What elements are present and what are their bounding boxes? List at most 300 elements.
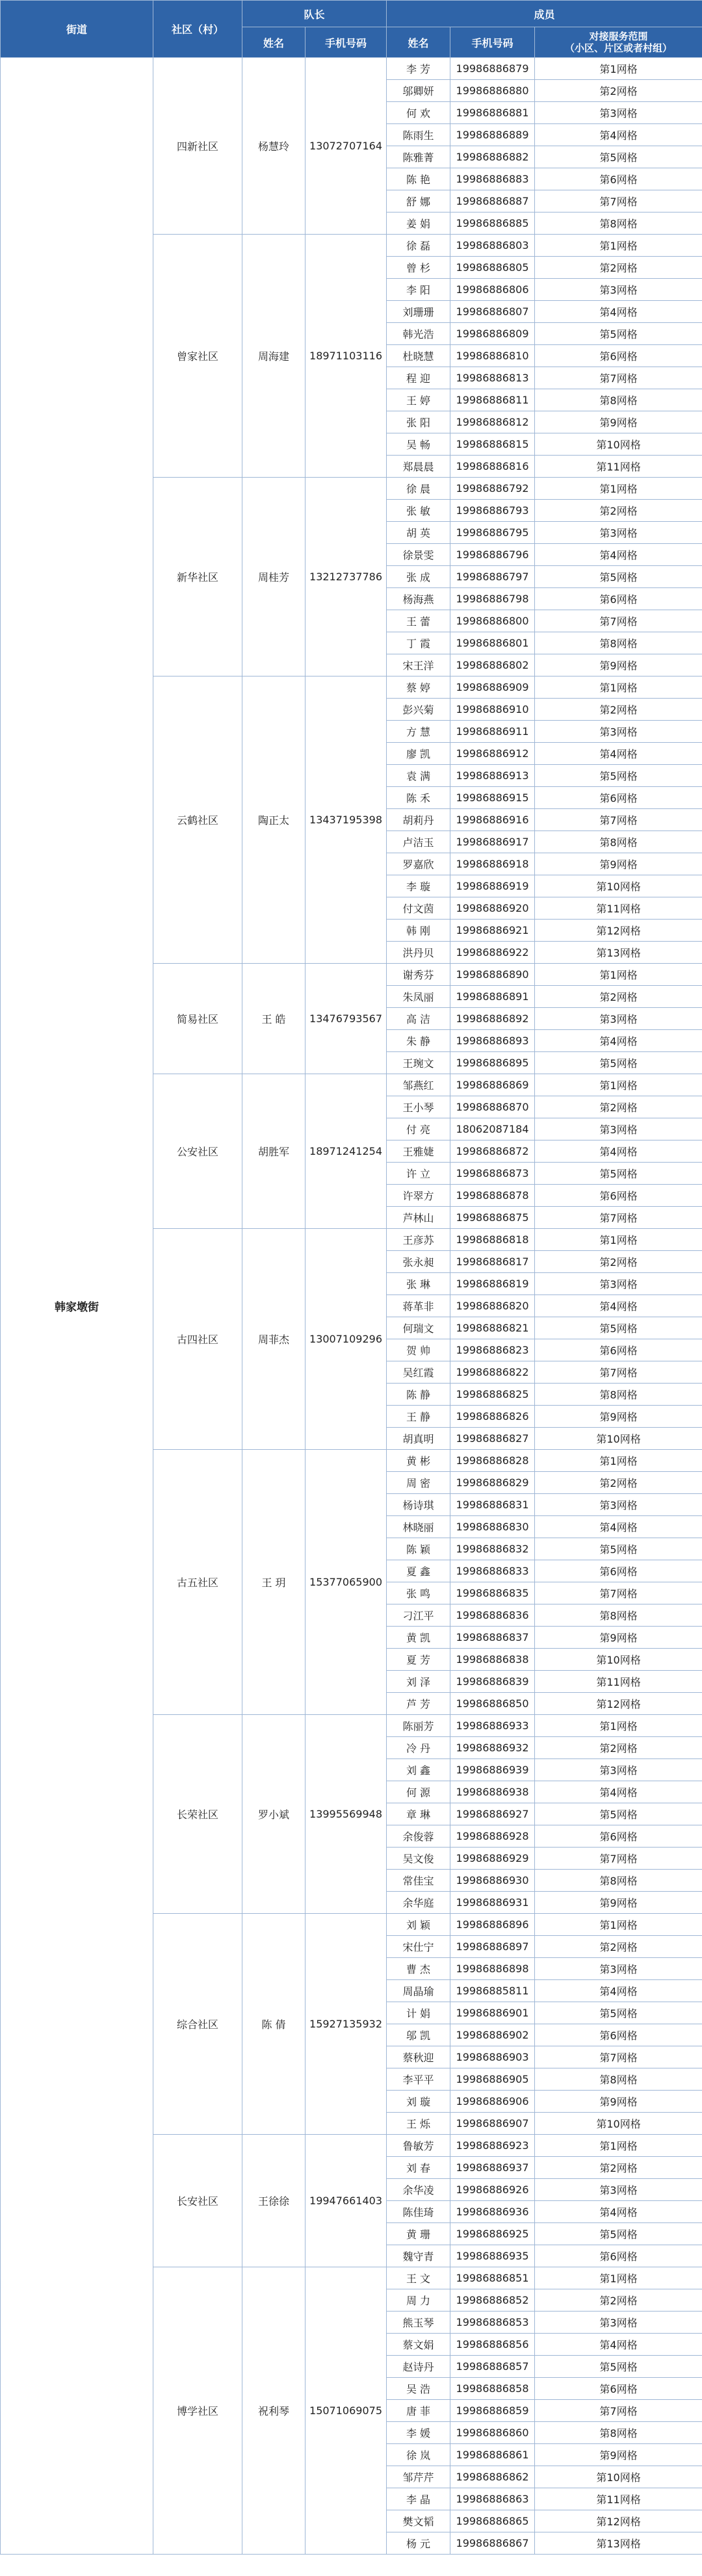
member-phone: 19986886837 bbox=[450, 1627, 535, 1649]
community-name: 云鹤社区 bbox=[153, 676, 242, 964]
header-member-phone: 手机号码 bbox=[450, 27, 535, 58]
member-phone: 19986886890 bbox=[450, 964, 535, 986]
member-phone: 19986886898 bbox=[450, 1958, 535, 1980]
captain-name: 周海建 bbox=[242, 235, 306, 478]
member-phone: 19986886793 bbox=[450, 500, 535, 522]
member-phone: 19986886858 bbox=[450, 2378, 535, 2400]
member-scope: 第5网格 bbox=[535, 323, 702, 345]
member-name: 邹燕红 bbox=[387, 1074, 450, 1096]
member-name: 蒋革非 bbox=[387, 1295, 450, 1317]
member-name: 陈 颖 bbox=[387, 1538, 450, 1560]
captain-name: 王徐徐 bbox=[242, 2135, 306, 2267]
member-name: 贺 帅 bbox=[387, 1339, 450, 1361]
member-scope: 第6网格 bbox=[535, 1339, 702, 1361]
captain-phone: 15071069075 bbox=[306, 2267, 387, 2555]
member-scope: 第1网格 bbox=[535, 235, 702, 257]
member-name: 樊文韬 bbox=[387, 2510, 450, 2532]
member-name: 舒 娜 bbox=[387, 190, 450, 213]
member-scope: 第8网格 bbox=[535, 2422, 702, 2444]
member-name: 赵诗丹 bbox=[387, 2356, 450, 2378]
member-phone: 19986886933 bbox=[450, 1715, 535, 1737]
member-name: 曾 杉 bbox=[387, 257, 450, 279]
member-phone: 19986886833 bbox=[450, 1560, 535, 1582]
community-name: 长安社区 bbox=[153, 2135, 242, 2267]
member-scope: 第7网格 bbox=[535, 1361, 702, 1384]
member-scope: 第4网格 bbox=[535, 1295, 702, 1317]
member-phone: 19986886807 bbox=[450, 301, 535, 323]
member-name: 芦 芳 bbox=[387, 1693, 450, 1715]
member-scope: 第7网格 bbox=[535, 1207, 702, 1229]
member-name: 王雅婕 bbox=[387, 1140, 450, 1163]
member-name: 陈佳琦 bbox=[387, 2201, 450, 2223]
header-captain-phone: 手机号码 bbox=[306, 27, 387, 58]
member-name: 方 慧 bbox=[387, 721, 450, 743]
member-scope: 第9网格 bbox=[535, 1406, 702, 1428]
member-scope: 第12网格 bbox=[535, 2510, 702, 2532]
member-scope: 第7网格 bbox=[535, 1848, 702, 1870]
member-name: 王琬文 bbox=[387, 1052, 450, 1074]
community-name: 新华社区 bbox=[153, 478, 242, 676]
member-phone: 19986886853 bbox=[450, 2312, 535, 2334]
member-name: 李 芳 bbox=[387, 58, 450, 80]
member-phone: 19986886935 bbox=[450, 2245, 535, 2267]
member-name: 杨诗琪 bbox=[387, 1494, 450, 1516]
member-name: 余俊蓉 bbox=[387, 1825, 450, 1848]
member-scope: 第3网格 bbox=[535, 1494, 702, 1516]
captain-phone: 18971103116 bbox=[306, 235, 387, 478]
member-phone: 19986886926 bbox=[450, 2179, 535, 2201]
member-phone: 19986886897 bbox=[450, 1936, 535, 1958]
community-name: 简易社区 bbox=[153, 964, 242, 1074]
member-name: 周 密 bbox=[387, 1472, 450, 1494]
member-name: 刘珊珊 bbox=[387, 301, 450, 323]
captain-name: 王 玥 bbox=[242, 1450, 306, 1715]
member-phone: 19986886805 bbox=[450, 257, 535, 279]
member-scope: 第4网格 bbox=[535, 1516, 702, 1538]
member-scope: 第5网格 bbox=[535, 566, 702, 588]
member-scope: 第4网格 bbox=[535, 124, 702, 146]
member-phone: 19986886873 bbox=[450, 1163, 535, 1185]
member-scope: 第3网格 bbox=[535, 1118, 702, 1140]
member-name: 余华庭 bbox=[387, 1892, 450, 1914]
member-scope: 第8网格 bbox=[535, 632, 702, 654]
member-name: 李 晶 bbox=[387, 2488, 450, 2510]
captain-phone: 13437195398 bbox=[306, 676, 387, 964]
member-name: 王彦苏 bbox=[387, 1229, 450, 1251]
header-captain: 队长 bbox=[242, 1, 387, 27]
member-phone: 19986886918 bbox=[450, 853, 535, 875]
member-phone: 19986886920 bbox=[450, 897, 535, 920]
member-scope: 第4网格 bbox=[535, 544, 702, 566]
member-scope: 第10网格 bbox=[535, 875, 702, 897]
member-phone: 19986886883 bbox=[450, 168, 535, 190]
member-name: 刘 泽 bbox=[387, 1671, 450, 1693]
member-phone: 19986886819 bbox=[450, 1273, 535, 1295]
member-scope: 第5网格 bbox=[535, 2356, 702, 2378]
member-scope: 第2网格 bbox=[535, 1936, 702, 1958]
member-phone: 19986886831 bbox=[450, 1494, 535, 1516]
member-name: 张 成 bbox=[387, 566, 450, 588]
member-scope: 第6网格 bbox=[535, 345, 702, 367]
member-scope: 第6网格 bbox=[535, 588, 702, 610]
member-phone: 19986886925 bbox=[450, 2223, 535, 2245]
member-scope: 第5网格 bbox=[535, 1538, 702, 1560]
member-phone: 19986886892 bbox=[450, 1008, 535, 1030]
member-phone: 19986886813 bbox=[450, 367, 535, 389]
member-phone: 19986886860 bbox=[450, 2422, 535, 2444]
member-scope: 第8网格 bbox=[535, 1384, 702, 1406]
member-scope: 第1网格 bbox=[535, 964, 702, 986]
member-phone: 19986886818 bbox=[450, 1229, 535, 1251]
member-name: 吴 畅 bbox=[387, 433, 450, 456]
member-phone: 19986886826 bbox=[450, 1406, 535, 1428]
member-name: 周晶瑜 bbox=[387, 1980, 450, 2002]
community-name: 四新社区 bbox=[153, 58, 242, 235]
community-name: 博学社区 bbox=[153, 2267, 242, 2555]
member-phone: 19986886812 bbox=[450, 411, 535, 433]
member-name: 邬卿妍 bbox=[387, 80, 450, 102]
member-phone: 19986886806 bbox=[450, 279, 535, 301]
member-name: 邬 凯 bbox=[387, 2024, 450, 2046]
member-phone: 19986886896 bbox=[450, 1914, 535, 1936]
member-phone: 19986886891 bbox=[450, 986, 535, 1008]
member-scope: 第4网格 bbox=[535, 2201, 702, 2223]
header-community: 社区（村） bbox=[153, 1, 242, 58]
member-phone: 19986886887 bbox=[450, 190, 535, 213]
member-name: 韩光浩 bbox=[387, 323, 450, 345]
member-scope: 第4网格 bbox=[535, 1781, 702, 1803]
captain-phone: 15377065900 bbox=[306, 1450, 387, 1715]
member-phone: 19986886829 bbox=[450, 1472, 535, 1494]
member-phone: 19986886836 bbox=[450, 1604, 535, 1627]
member-phone: 19986886880 bbox=[450, 80, 535, 102]
member-name: 郑晨晨 bbox=[387, 456, 450, 478]
member-scope: 第7网格 bbox=[535, 1582, 702, 1604]
member-phone: 19986886820 bbox=[450, 1295, 535, 1317]
member-name: 陈 禾 bbox=[387, 787, 450, 809]
member-name: 张永昶 bbox=[387, 1251, 450, 1273]
member-scope: 第2网格 bbox=[535, 699, 702, 721]
member-name: 王 烁 bbox=[387, 2113, 450, 2135]
member-name: 王 婷 bbox=[387, 389, 450, 411]
member-scope: 第6网格 bbox=[535, 1185, 702, 1207]
member-name: 林晓丽 bbox=[387, 1516, 450, 1538]
member-phone: 19986886792 bbox=[450, 478, 535, 500]
captain-phone: 13995569948 bbox=[306, 1715, 387, 1914]
member-phone: 19986886875 bbox=[450, 1207, 535, 1229]
table-row bbox=[1, 58, 702, 80]
member-name: 何 源 bbox=[387, 1781, 450, 1803]
member-name: 李 媛 bbox=[387, 2422, 450, 2444]
member-name: 芦林山 bbox=[387, 1207, 450, 1229]
member-name: 胡真明 bbox=[387, 1428, 450, 1450]
member-scope: 第5网格 bbox=[535, 765, 702, 787]
captain-name: 周菲杰 bbox=[242, 1229, 306, 1450]
street-name: 韩家墩街 bbox=[1, 58, 153, 2555]
member-scope: 第8网格 bbox=[535, 831, 702, 853]
member-name: 宋王洋 bbox=[387, 654, 450, 676]
member-phone: 19986886921 bbox=[450, 920, 535, 942]
member-name: 冷 丹 bbox=[387, 1737, 450, 1759]
member-scope: 第5网格 bbox=[535, 1317, 702, 1339]
member-name: 谢秀芬 bbox=[387, 964, 450, 986]
member-name: 许 立 bbox=[387, 1163, 450, 1185]
member-scope: 第2网格 bbox=[535, 1472, 702, 1494]
community-name: 古四社区 bbox=[153, 1229, 242, 1450]
member-name: 常佳宝 bbox=[387, 1870, 450, 1892]
member-phone: 19986886816 bbox=[450, 456, 535, 478]
member-scope: 第1网格 bbox=[535, 58, 702, 80]
captain-phone: 13476793567 bbox=[306, 964, 387, 1074]
member-name: 王 静 bbox=[387, 1406, 450, 1428]
member-phone: 19986886865 bbox=[450, 2510, 535, 2532]
member-phone: 19986886827 bbox=[450, 1428, 535, 1450]
member-phone: 19986886889 bbox=[450, 124, 535, 146]
member-name: 洪丹贝 bbox=[387, 942, 450, 964]
member-phone: 19986886893 bbox=[450, 1030, 535, 1052]
member-phone: 19986886797 bbox=[450, 566, 535, 588]
captain-name: 杨慧玲 bbox=[242, 58, 306, 235]
member-phone: 19986886923 bbox=[450, 2135, 535, 2157]
member-phone: 19986886895 bbox=[450, 1052, 535, 1074]
member-name: 李平平 bbox=[387, 2068, 450, 2091]
member-phone: 19986886867 bbox=[450, 2532, 535, 2555]
captain-name: 王 皓 bbox=[242, 964, 306, 1074]
member-name: 姜 娟 bbox=[387, 213, 450, 235]
member-scope: 第3网格 bbox=[535, 2312, 702, 2334]
member-scope: 第9网格 bbox=[535, 411, 702, 433]
member-name: 黄 彬 bbox=[387, 1450, 450, 1472]
member-scope: 第6网格 bbox=[535, 1560, 702, 1582]
member-scope: 第6网格 bbox=[535, 2024, 702, 2046]
member-scope: 第6网格 bbox=[535, 168, 702, 190]
member-name: 王 文 bbox=[387, 2267, 450, 2289]
member-scope: 第2网格 bbox=[535, 257, 702, 279]
member-scope: 第1网格 bbox=[535, 1229, 702, 1251]
captain-phone: 13072707164 bbox=[306, 58, 387, 235]
member-name: 徐景雯 bbox=[387, 544, 450, 566]
member-scope: 第7网格 bbox=[535, 367, 702, 389]
captain-phone: 18971241254 bbox=[306, 1074, 387, 1229]
member-phone: 19986886901 bbox=[450, 2002, 535, 2024]
member-phone: 19986886802 bbox=[450, 654, 535, 676]
captain-phone: 13212737786 bbox=[306, 478, 387, 676]
member-phone: 18062087184 bbox=[450, 1118, 535, 1140]
member-scope: 第2网格 bbox=[535, 500, 702, 522]
community-name: 曾家社区 bbox=[153, 235, 242, 478]
member-phone: 19986886902 bbox=[450, 2024, 535, 2046]
member-phone: 19986886872 bbox=[450, 1140, 535, 1163]
member-scope: 第4网格 bbox=[535, 1980, 702, 2002]
member-name: 王小琴 bbox=[387, 1096, 450, 1118]
member-name: 陈 艳 bbox=[387, 168, 450, 190]
member-scope: 第9网格 bbox=[535, 1627, 702, 1649]
member-scope: 第1网格 bbox=[535, 1450, 702, 1472]
member-scope: 第6网格 bbox=[535, 787, 702, 809]
member-name: 付 亮 bbox=[387, 1118, 450, 1140]
member-scope: 第9网格 bbox=[535, 853, 702, 875]
member-name: 蔡 婷 bbox=[387, 676, 450, 699]
member-scope: 第1网格 bbox=[535, 1715, 702, 1737]
member-scope: 第4网格 bbox=[535, 1140, 702, 1163]
member-phone: 19986886881 bbox=[450, 102, 535, 124]
member-name: 陈雨生 bbox=[387, 124, 450, 146]
member-name: 付文茵 bbox=[387, 897, 450, 920]
member-scope: 第2网格 bbox=[535, 1737, 702, 1759]
member-phone: 19986886830 bbox=[450, 1516, 535, 1538]
member-phone: 19986886930 bbox=[450, 1870, 535, 1892]
captain-phone: 13007109296 bbox=[306, 1229, 387, 1450]
member-phone: 19986886869 bbox=[450, 1074, 535, 1096]
member-phone: 19986886885 bbox=[450, 213, 535, 235]
member-name: 杨 元 bbox=[387, 2532, 450, 2555]
member-scope: 第1网格 bbox=[535, 1074, 702, 1096]
community-name: 公安社区 bbox=[153, 1074, 242, 1229]
member-name: 蔡文娟 bbox=[387, 2334, 450, 2356]
member-phone: 19986886929 bbox=[450, 1848, 535, 1870]
member-scope: 第1网格 bbox=[535, 2135, 702, 2157]
member-phone: 19986886928 bbox=[450, 1825, 535, 1848]
member-scope: 第7网格 bbox=[535, 610, 702, 632]
member-phone: 19986886801 bbox=[450, 632, 535, 654]
member-scope: 第11网格 bbox=[535, 456, 702, 478]
member-phone: 19986886798 bbox=[450, 588, 535, 610]
member-name: 刘 璇 bbox=[387, 2091, 450, 2113]
member-scope: 第4网格 bbox=[535, 743, 702, 765]
member-phone: 19986886811 bbox=[450, 389, 535, 411]
member-scope: 第2网格 bbox=[535, 2289, 702, 2312]
member-name: 徐 岚 bbox=[387, 2444, 450, 2466]
member-scope: 第3网格 bbox=[535, 1759, 702, 1781]
member-phone: 19986886823 bbox=[450, 1339, 535, 1361]
member-phone: 19986886912 bbox=[450, 743, 535, 765]
member-phone: 19986886919 bbox=[450, 875, 535, 897]
member-phone: 19986886809 bbox=[450, 323, 535, 345]
member-phone: 19986886800 bbox=[450, 610, 535, 632]
member-scope: 第2网格 bbox=[535, 986, 702, 1008]
captain-phone: 15927135932 bbox=[306, 1914, 387, 2135]
member-phone: 19986886835 bbox=[450, 1582, 535, 1604]
captain-name: 陶正太 bbox=[242, 676, 306, 964]
member-name: 刘 鑫 bbox=[387, 1759, 450, 1781]
member-name: 徐 晨 bbox=[387, 478, 450, 500]
member-scope: 第10网格 bbox=[535, 433, 702, 456]
community-name: 古五社区 bbox=[153, 1450, 242, 1715]
member-name: 张 阳 bbox=[387, 411, 450, 433]
member-phone: 19986886905 bbox=[450, 2068, 535, 2091]
header-captain-name: 姓名 bbox=[242, 27, 306, 58]
member-phone: 19986886857 bbox=[450, 2356, 535, 2378]
member-phone: 19986886907 bbox=[450, 2113, 535, 2135]
member-scope: 第8网格 bbox=[535, 389, 702, 411]
member-scope: 第7网格 bbox=[535, 2400, 702, 2422]
member-phone: 19986886851 bbox=[450, 2267, 535, 2289]
member-scope: 第3网格 bbox=[535, 2179, 702, 2201]
captain-name: 周桂芳 bbox=[242, 478, 306, 676]
member-name: 魏守青 bbox=[387, 2245, 450, 2267]
member-scope: 第4网格 bbox=[535, 301, 702, 323]
member-scope: 第7网格 bbox=[535, 190, 702, 213]
member-name: 韩 刚 bbox=[387, 920, 450, 942]
member-name: 许翠方 bbox=[387, 1185, 450, 1207]
member-scope: 第6网格 bbox=[535, 1825, 702, 1848]
member-phone: 19986886838 bbox=[450, 1649, 535, 1671]
member-scope: 第1网格 bbox=[535, 1914, 702, 1936]
member-scope: 第13网格 bbox=[535, 942, 702, 964]
member-phone: 19986886882 bbox=[450, 146, 535, 168]
member-phone: 19986886939 bbox=[450, 1759, 535, 1781]
member-name: 卢洁玉 bbox=[387, 831, 450, 853]
member-phone: 19986886903 bbox=[450, 2046, 535, 2068]
member-name: 计 娟 bbox=[387, 2002, 450, 2024]
member-scope: 第3网格 bbox=[535, 279, 702, 301]
member-scope: 第10网格 bbox=[535, 2466, 702, 2488]
member-name: 宋仕宁 bbox=[387, 1936, 450, 1958]
member-scope: 第10网格 bbox=[535, 1428, 702, 1450]
member-scope: 第9网格 bbox=[535, 654, 702, 676]
member-phone: 19986886909 bbox=[450, 676, 535, 699]
member-scope: 第5网格 bbox=[535, 2223, 702, 2245]
member-name: 朱凤丽 bbox=[387, 986, 450, 1008]
member-name: 杨海燕 bbox=[387, 588, 450, 610]
member-phone: 19986886859 bbox=[450, 2400, 535, 2422]
member-phone: 19986886856 bbox=[450, 2334, 535, 2356]
member-name: 章 琳 bbox=[387, 1803, 450, 1825]
member-scope: 第4网格 bbox=[535, 1030, 702, 1052]
member-name: 陈 静 bbox=[387, 1384, 450, 1406]
member-name: 夏 鑫 bbox=[387, 1560, 450, 1582]
member-phone: 19986886936 bbox=[450, 2201, 535, 2223]
member-phone: 19986886932 bbox=[450, 1737, 535, 1759]
member-scope: 第9网格 bbox=[535, 1892, 702, 1914]
member-scope: 第9网格 bbox=[535, 2444, 702, 2466]
member-scope: 第10网格 bbox=[535, 1649, 702, 1671]
member-scope: 第11网格 bbox=[535, 2488, 702, 2510]
member-phone: 19986886832 bbox=[450, 1538, 535, 1560]
member-scope: 第7网格 bbox=[535, 2046, 702, 2068]
member-scope: 第2网格 bbox=[535, 2157, 702, 2179]
member-phone: 19986886862 bbox=[450, 2466, 535, 2488]
member-name: 熊玉琴 bbox=[387, 2312, 450, 2334]
member-name: 周 力 bbox=[387, 2289, 450, 2312]
member-scope: 第8网格 bbox=[535, 1870, 702, 1892]
member-scope: 第1网格 bbox=[535, 478, 702, 500]
member-scope: 第2网格 bbox=[535, 1251, 702, 1273]
captain-name: 祝利琴 bbox=[242, 2267, 306, 2555]
member-name: 李 阳 bbox=[387, 279, 450, 301]
member-scope: 第2网格 bbox=[535, 1096, 702, 1118]
member-scope: 第8网格 bbox=[535, 1604, 702, 1627]
member-name: 李 璇 bbox=[387, 875, 450, 897]
member-scope: 第12网格 bbox=[535, 920, 702, 942]
member-phone: 19986886916 bbox=[450, 809, 535, 831]
member-phone: 19986886861 bbox=[450, 2444, 535, 2466]
member-name: 刘 春 bbox=[387, 2157, 450, 2179]
member-scope: 第1网格 bbox=[535, 676, 702, 699]
member-scope: 第5网格 bbox=[535, 1052, 702, 1074]
member-name: 罗嘉欣 bbox=[387, 853, 450, 875]
member-name: 吴 浩 bbox=[387, 2378, 450, 2400]
member-scope: 第7网格 bbox=[535, 809, 702, 831]
member-name: 邹芹芹 bbox=[387, 2466, 450, 2488]
member-name: 吴文俊 bbox=[387, 1848, 450, 1870]
member-phone: 19986886906 bbox=[450, 2091, 535, 2113]
member-phone: 19986886817 bbox=[450, 1251, 535, 1273]
member-phone: 19986886796 bbox=[450, 544, 535, 566]
member-phone: 19986886822 bbox=[450, 1361, 535, 1384]
header-street: 街道 bbox=[1, 1, 153, 58]
member-phone: 19986886915 bbox=[450, 787, 535, 809]
